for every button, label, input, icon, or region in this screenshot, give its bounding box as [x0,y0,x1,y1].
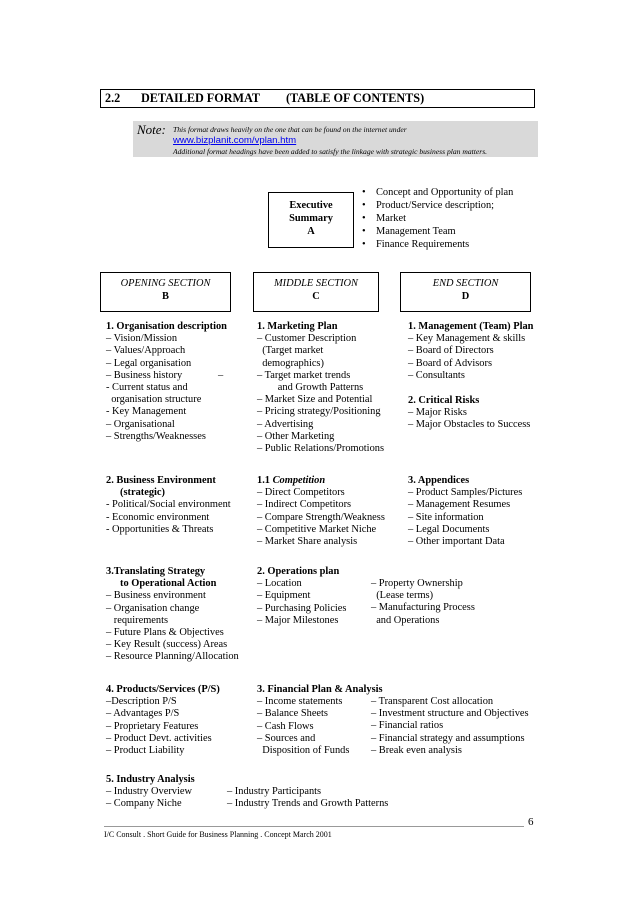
list-item: – Major Risks [408,407,467,419]
block-title: 3. Financial Plan & Analysis [257,684,383,695]
executive-letter: A [307,226,315,238]
executive-line-1: Executive [289,200,333,211]
list-item: and Operations [371,614,440,626]
list-item: – Property Ownership [371,578,463,589]
note-box [133,121,538,157]
bullet-icon: • [362,239,366,250]
executive-summary-box [268,192,354,248]
list-item: – Business history – [106,369,224,381]
list-item: – Legal Documents [408,523,490,535]
bullet-icon: • [362,187,366,198]
block-title: 1. Organisation description [106,321,227,332]
list-item: - Political/Social environment [106,499,231,511]
list-item: – Direct Competitors [257,487,345,499]
list-item: – Equipment [257,590,311,602]
heading-title: DETAILED FORMAT [141,91,261,105]
executive-line-2: Summary [289,213,333,225]
list-item: – Industry Trends and Growth Patterns [227,798,389,810]
page-number: 6 [528,816,534,828]
list-item: (Target market [257,345,324,357]
block-title: 2. Business Environment [106,475,216,486]
list-item: – Financial strategy and assumptions [371,732,525,744]
financial-plan-block [257,684,383,757]
section-title: MIDDLE SECTION [274,278,358,289]
list-item: – Purchasing Policies [257,602,347,614]
block-title: 1.1 Competition [257,475,326,486]
list-item: – Key Result (success) Areas [106,639,228,651]
organisation-description-block [106,321,227,443]
list-item: – Indirect Competitors [257,499,352,511]
list-item: – Consultants [408,369,465,381]
list-item: – Public Relations/Promotions [257,442,385,454]
note-label: Note: [137,122,166,137]
list-item: – Future Plans & Objectives [106,626,224,638]
block-title: 2. Critical Risks [408,395,480,406]
block-title: 5. Industry Analysis [106,774,195,785]
management-plan-block [408,321,533,382]
list-item: – Proprietary Features [106,720,199,732]
list-item: – Product Devt. activities [106,732,212,744]
bullet-item: • Management Team [362,226,456,237]
business-environment-block [106,475,231,536]
heading-subtitle: (TABLE OF CONTENTS) [286,91,425,105]
list-item: - Key Management [106,406,187,418]
competition-block [257,475,385,548]
list-item: – Advertising [257,418,314,430]
section-heading [100,89,535,108]
list-item: – Balance Sheets [257,708,328,720]
list-item: – Income statements [257,696,343,708]
block-title: 1. Marketing Plan [257,321,338,332]
list-item: – Sources and [257,732,316,744]
list-item: requirements [106,614,169,626]
footer-text: I/C Consult . Short Guide for Business Planning . Concept March 2001 [104,830,332,839]
list-item: and Growth Patterns [257,381,364,393]
heading-number: 2.2 [105,91,121,105]
list-item: - Economic environment [106,511,210,523]
note-line-2: Additional format headings have been added to satisfy the linkage with strategic business plan matters. [173,147,488,156]
list-item: – Vision/Mission [106,333,178,345]
list-item: – Resource Planning/Allocation [106,651,239,663]
executive-bullet-list [362,187,513,252]
list-item: (Lease terms) [371,590,434,602]
list-item: – Values/Approach [106,345,186,357]
middle-section-box [253,272,379,312]
section-letter: B [162,291,169,303]
list-item: – Other Marketing [257,430,335,442]
list-item: – Major Milestones [257,614,339,626]
financial-plan-right [371,696,529,757]
block-title: 3.Translating Strategy [106,566,206,577]
list-item: – Transparent Cost allocation [371,696,494,707]
list-item: – Key Management & skills [408,333,526,345]
block-title: 3. Appendices [408,475,470,486]
section-letter: D [461,291,470,303]
list-item: – Target market trends [257,369,351,381]
bullet-item: • Concept and Opportunity of plan [362,187,514,198]
block-title-continued: (strategic) [120,487,165,499]
list-item: – Organisational [106,418,175,430]
bullet-item: • Product/Service description; [362,200,495,211]
list-item: – Business environment [106,590,206,602]
list-item: – Financial ratios [371,720,444,732]
list-item: – Cash Flows [257,720,314,732]
bullet-item: • Market [362,213,407,224]
critical-risks-block [408,395,530,432]
industry-analysis-right [227,786,388,810]
section-letter: C [312,291,320,303]
list-item: – Company Niche [106,798,182,810]
section-title: OPENING SECTION [120,278,211,289]
list-item: – Investment structure and Objectives [371,708,529,720]
list-item: – Compare Strength/Weakness [257,511,385,523]
bullet-item: • Finance Requirements [362,239,470,250]
list-item: – Market Share analysis [257,535,358,547]
footer-divider [104,826,524,827]
list-item: – Market Size and Potential [257,394,373,406]
list-item: – Major Obstacles to Success [408,419,531,431]
list-item: –Description P/S [106,696,177,708]
list-item: Disposition of Funds [257,744,350,756]
list-item: - Current status and [106,381,188,393]
bullet-icon: • [362,213,366,224]
bullet-icon: • [362,200,366,211]
list-item: – Board of Directors [408,345,494,357]
translating-strategy-block [106,566,239,664]
list-item: – Customer Description [257,333,357,345]
operations-plan-right [371,578,475,627]
list-item: organisation structure [106,394,202,406]
block-title: 4. Products/Services (P/S) [106,684,220,695]
marketing-plan-block [257,321,384,455]
list-item: – Break even analysis [371,744,462,756]
list-item: – Strengths/Weaknesses [106,430,206,442]
list-item: – Location [257,578,302,590]
end-section-box [400,272,531,312]
list-item: – Management Resumes [408,499,511,511]
bullet-icon: • [362,226,366,237]
list-item: - Opportunities & Threats [106,523,214,535]
list-item: – Manufacturing Process [371,602,475,614]
list-item: – Board of Advisors [408,357,492,369]
block-title-continued: to Operational Action [120,578,217,590]
list-item: – Legal organisation [106,357,192,369]
list-item: demographics) [257,357,324,369]
note-line-1: This format draws heavily on the one that can be found on the internet under [173,125,407,134]
note-link[interactable]: www.bizplanit.com/vplan.htm [173,135,297,146]
operations-plan-block [257,566,346,627]
list-item: – Product Liability [106,744,185,756]
block-title: 2. Operations plan [257,566,340,577]
industry-analysis-block [106,774,195,811]
block-title: 1. Management (Team) Plan [408,321,534,332]
list-item: – Organisation change [106,602,200,614]
appendices-block [408,475,522,548]
section-title: END SECTION [432,278,499,289]
list-item: – Other important Data [408,535,505,547]
list-item: – Site information [408,511,484,523]
list-item: – Pricing strategy/Positioning [257,406,381,418]
products-services-block [106,684,220,757]
list-item: – Industry Overview [106,786,192,798]
opening-section-box [100,272,231,312]
list-item: – Advantages P/S [106,708,180,720]
list-item: – Competitive Market Niche [257,523,377,535]
list-item: – Product Samples/Pictures [408,487,523,499]
list-item: – Industry Participants [227,786,322,797]
